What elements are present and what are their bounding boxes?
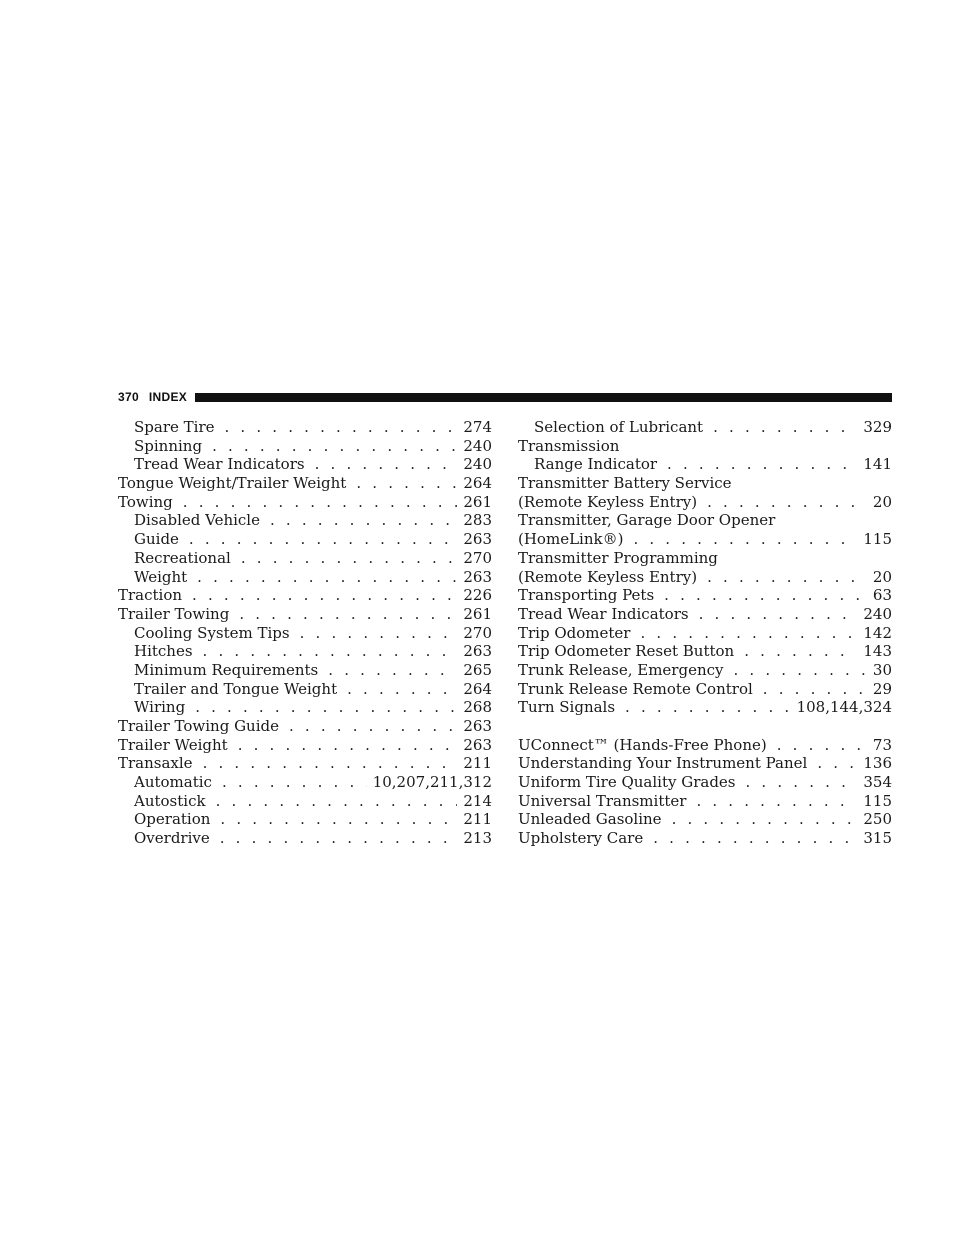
entry-label: Operation bbox=[134, 810, 211, 829]
entry-label: Selection of Lubricant bbox=[534, 418, 704, 436]
entry-label: Towing bbox=[118, 492, 173, 511]
index-entry bbox=[518, 661, 892, 680]
index-entry bbox=[518, 437, 892, 456]
dot-leader bbox=[699, 605, 858, 624]
entry-label: Trip Odometer Reset Button bbox=[518, 642, 735, 661]
entry-page-number: 211 bbox=[463, 810, 492, 829]
dot-leader bbox=[197, 568, 457, 587]
entry-label: Recreational bbox=[134, 548, 231, 567]
index-entry bbox=[518, 642, 892, 661]
dot-leader bbox=[220, 810, 457, 829]
section-title: INDEX bbox=[148, 390, 188, 404]
dot-leader bbox=[289, 717, 457, 736]
entry-label: Spinning bbox=[134, 436, 203, 455]
dot-leader bbox=[315, 455, 458, 474]
index-entry bbox=[118, 418, 492, 437]
index-entry bbox=[118, 493, 492, 512]
entry-page-number: 240 bbox=[463, 436, 492, 455]
entry-label: Trailer Weight bbox=[118, 735, 228, 754]
entry-page-number: 115 bbox=[863, 530, 892, 549]
entry-label: (HomeLink®) bbox=[518, 530, 624, 549]
entry-page-number: 261 bbox=[463, 604, 492, 623]
dot-leader bbox=[203, 642, 458, 661]
entry-label: Transmitter, Garage Door Opener bbox=[518, 511, 776, 530]
entry-label: Trunk Release Remote Control bbox=[518, 679, 753, 698]
index-entry bbox=[518, 698, 892, 717]
index-entry bbox=[118, 530, 492, 549]
entry-page-number: 283 bbox=[463, 511, 492, 530]
dot-leader bbox=[241, 549, 458, 568]
entry-page-number: 261 bbox=[463, 492, 492, 511]
index-entry bbox=[118, 624, 492, 643]
entry-label: Tread Wear Indicators bbox=[518, 604, 689, 623]
dot-leader bbox=[192, 586, 457, 605]
entry-label: Transmission bbox=[518, 436, 620, 455]
entry-label: Guide bbox=[134, 530, 179, 549]
index-entry bbox=[518, 568, 892, 587]
index-entry bbox=[118, 586, 492, 605]
entry-page-number: 315 bbox=[863, 829, 892, 848]
entry-page-number: 20 bbox=[872, 567, 892, 586]
index-entry bbox=[518, 530, 892, 549]
header-rule bbox=[195, 393, 892, 402]
index-entry bbox=[518, 680, 892, 699]
entry-label: Disabled Vehicle bbox=[134, 511, 260, 530]
index-entry bbox=[118, 549, 492, 568]
index-entry bbox=[518, 511, 892, 530]
dot-leader bbox=[640, 624, 857, 643]
index-entry bbox=[518, 455, 892, 474]
entry-label: (Remote Keyless Entry) bbox=[518, 492, 698, 511]
entry-label: Spare Tire bbox=[134, 418, 215, 436]
entry-label: Upholstery Care bbox=[518, 829, 644, 848]
entry-page-number: 30 bbox=[872, 660, 892, 679]
dot-leader bbox=[817, 754, 857, 773]
entry-label: Range Indicator bbox=[534, 455, 658, 474]
dot-leader bbox=[667, 455, 857, 474]
entry-page-number: 264 bbox=[463, 679, 492, 698]
entry-page-number: 263 bbox=[463, 642, 492, 661]
entry-page-number: 329 bbox=[863, 418, 892, 436]
entry-label: Overdrive bbox=[134, 829, 210, 848]
index-entry bbox=[118, 792, 492, 811]
index-spacer bbox=[518, 717, 892, 736]
entry-page-number: 141 bbox=[863, 455, 892, 474]
dot-leader bbox=[222, 773, 367, 792]
entry-label: Trailer Towing Guide bbox=[118, 717, 279, 735]
entry-label: UConnect™ (Hands-Free Phone) bbox=[518, 735, 767, 754]
index-entry bbox=[118, 829, 492, 848]
entry-label: Trailer and Tongue Weight bbox=[134, 679, 338, 698]
dot-leader bbox=[183, 493, 458, 512]
entry-page-number: 263 bbox=[463, 567, 492, 586]
entry-label: Transaxle bbox=[118, 754, 193, 773]
index-entry bbox=[118, 455, 492, 474]
entry-label: (Remote Keyless Entry) bbox=[518, 567, 698, 586]
entry-label: Trailer Towing bbox=[118, 604, 230, 623]
entry-page-number: 63 bbox=[872, 586, 892, 605]
dot-leader bbox=[713, 418, 857, 437]
entry-page-number: 226 bbox=[463, 586, 492, 605]
index-entry bbox=[518, 754, 892, 773]
entry-label: Weight bbox=[134, 567, 188, 586]
index-entry bbox=[118, 511, 492, 530]
entry-page-number: 270 bbox=[463, 623, 492, 642]
entry-page-number: 250 bbox=[863, 810, 892, 829]
entry-page-number: 264 bbox=[463, 474, 492, 493]
index-entry bbox=[118, 698, 492, 717]
index-entry bbox=[118, 736, 492, 755]
entry-page-number: 263 bbox=[463, 530, 492, 549]
entry-label: Understanding Your Instrument Panel bbox=[518, 754, 808, 773]
entry-page-number: 73 bbox=[872, 735, 892, 754]
index-entry bbox=[518, 605, 892, 624]
dot-leader bbox=[189, 530, 457, 549]
entry-label: Tongue Weight/Trailer Weight bbox=[118, 474, 347, 493]
entry-page-number: 20 bbox=[872, 492, 892, 511]
dot-leader bbox=[696, 792, 857, 811]
entry-page-number: 213 bbox=[463, 829, 492, 848]
page-number: 370 bbox=[118, 390, 139, 404]
entry-page-number: 211 bbox=[463, 754, 492, 773]
index-entry bbox=[118, 437, 492, 456]
index-entry bbox=[518, 418, 892, 437]
dot-leader bbox=[633, 530, 857, 549]
dot-leader bbox=[203, 754, 458, 773]
index-column-right bbox=[518, 418, 892, 848]
dot-leader bbox=[707, 568, 867, 587]
entry-page-number: 29 bbox=[872, 679, 892, 698]
entry-page-number: 270 bbox=[463, 548, 492, 567]
entry-label: Turn Signals bbox=[518, 698, 616, 717]
dot-leader bbox=[707, 493, 867, 512]
entry-page-number: 263 bbox=[463, 717, 492, 735]
entry-page-number: 274 bbox=[463, 418, 492, 436]
entry-label: Unleaded Gasoline bbox=[518, 810, 662, 829]
entry-label: Minimum Requirements bbox=[134, 660, 319, 679]
index-entry bbox=[518, 624, 892, 643]
entry-page-number: 354 bbox=[863, 773, 892, 792]
dot-leader bbox=[220, 829, 458, 848]
dot-leader bbox=[212, 437, 457, 456]
dot-leader bbox=[763, 680, 867, 699]
dot-leader bbox=[664, 586, 867, 605]
index-entry bbox=[118, 642, 492, 661]
dot-leader bbox=[746, 773, 858, 792]
entry-page-number: 214 bbox=[463, 791, 492, 810]
index-entry bbox=[518, 773, 892, 792]
index-entry bbox=[518, 493, 892, 512]
dot-leader bbox=[225, 418, 458, 437]
entry-label: Automatic bbox=[134, 773, 212, 792]
entry-page-number: 268 bbox=[463, 698, 492, 717]
index-entry bbox=[118, 661, 492, 680]
index-entry bbox=[518, 474, 892, 493]
entry-label: Traction bbox=[118, 586, 183, 605]
dot-leader bbox=[239, 605, 457, 624]
entry-label: Transporting Pets bbox=[518, 586, 655, 605]
dot-leader bbox=[653, 829, 857, 848]
index-entry bbox=[118, 605, 492, 624]
dot-leader bbox=[625, 698, 791, 717]
entry-page-number: 143 bbox=[863, 642, 892, 661]
dot-leader bbox=[734, 661, 867, 680]
index-entry bbox=[518, 586, 892, 605]
entry-label: Transmitter Battery Service bbox=[518, 474, 732, 493]
entry-page-number: 240 bbox=[863, 604, 892, 623]
dot-leader bbox=[356, 474, 457, 493]
dot-leader bbox=[347, 680, 457, 699]
entry-page-number: 263 bbox=[463, 735, 492, 754]
entry-label: Uniform Tire Quality Grades bbox=[518, 773, 736, 792]
index-entry bbox=[118, 474, 492, 493]
entry-label: Trunk Release, Emergency bbox=[518, 660, 724, 679]
index-entry bbox=[518, 736, 892, 755]
dot-leader bbox=[777, 736, 867, 755]
entry-label: Cooling System Tips bbox=[134, 623, 290, 642]
entry-label: Autostick bbox=[134, 791, 206, 810]
entry-page-number: 10,207,211,312 bbox=[372, 773, 492, 792]
entry-page-number: 108,144,324 bbox=[796, 698, 892, 717]
index-entry bbox=[518, 810, 892, 829]
dot-leader bbox=[195, 698, 457, 717]
entry-label: Wiring bbox=[134, 698, 186, 717]
entry-page-number: 115 bbox=[863, 791, 892, 810]
dot-leader bbox=[328, 661, 457, 680]
index-column-left bbox=[118, 418, 492, 848]
index-entry bbox=[118, 717, 492, 736]
entry-page-number: 142 bbox=[863, 623, 892, 642]
entry-page-number: 136 bbox=[863, 754, 892, 773]
index-entry bbox=[118, 680, 492, 699]
entry-label: Hitches bbox=[134, 642, 193, 661]
dot-leader bbox=[270, 511, 457, 530]
index-entry bbox=[518, 549, 892, 568]
index-entry bbox=[118, 754, 492, 773]
index-entry bbox=[118, 568, 492, 587]
entry-label: Transmitter Programming bbox=[518, 548, 718, 567]
dot-leader bbox=[744, 642, 857, 661]
entry-page-number: 240 bbox=[463, 455, 492, 474]
dot-leader bbox=[238, 736, 458, 755]
index-entry bbox=[518, 792, 892, 811]
dot-leader bbox=[300, 624, 458, 643]
index-entry bbox=[518, 829, 892, 848]
entry-page-number: 265 bbox=[463, 660, 492, 679]
entry-label: Trip Odometer bbox=[518, 623, 631, 642]
index-entry bbox=[118, 773, 492, 792]
index-entry bbox=[118, 810, 492, 829]
entry-label: Universal Transmitter bbox=[518, 791, 687, 810]
entry-label: Tread Wear Indicators bbox=[134, 455, 305, 474]
dot-leader bbox=[216, 792, 458, 811]
dot-leader bbox=[672, 810, 858, 829]
page-header bbox=[118, 390, 892, 404]
